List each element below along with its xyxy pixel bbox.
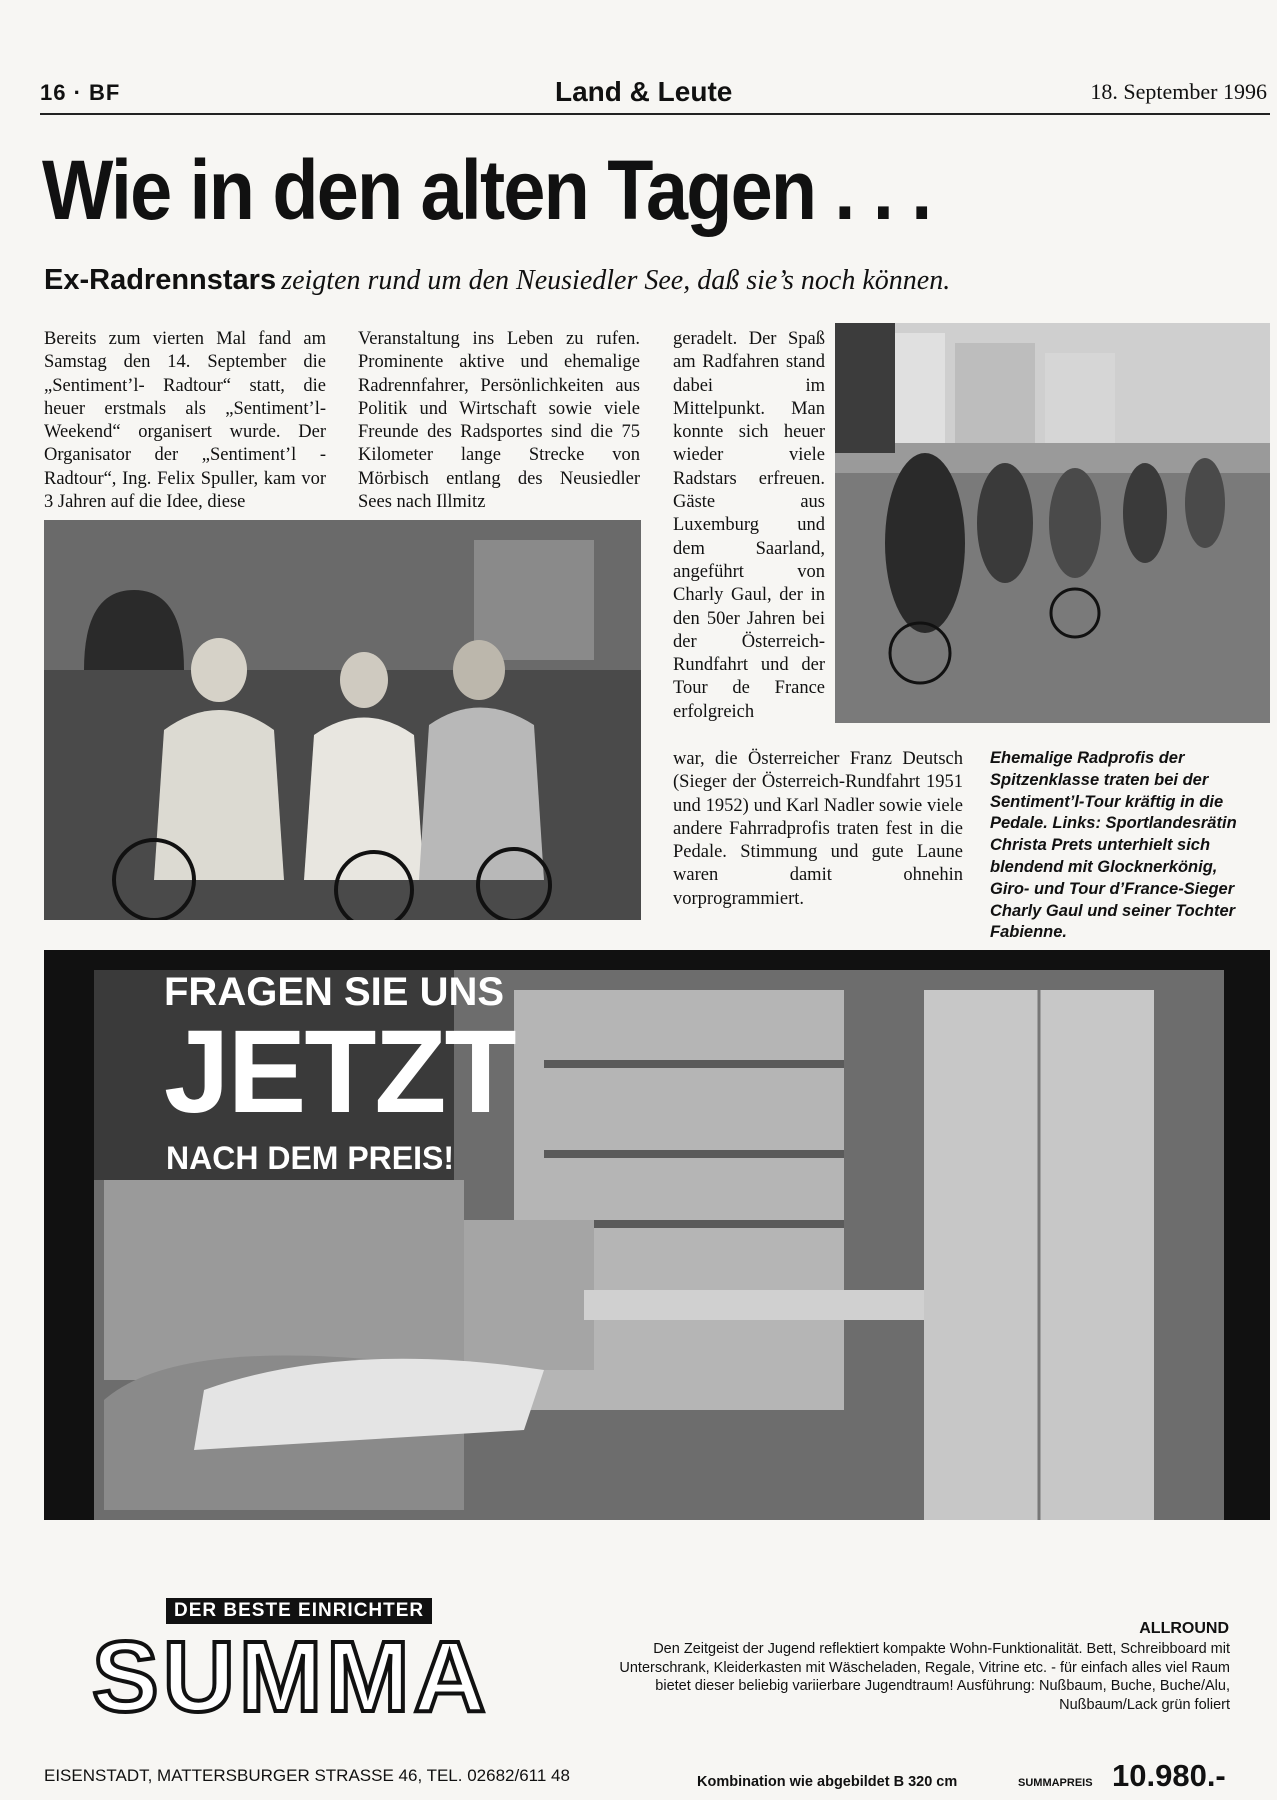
- ad-headline-line1: FRAGEN SIE UNS: [164, 970, 505, 1014]
- subheadline: [44, 264, 950, 297]
- summa-logo: SUMMA: [92, 1621, 490, 1733]
- price-label: SUMMAPREIS: [1018, 1777, 1093, 1789]
- article-column-3b: [673, 748, 963, 932]
- product-combo: Kombination wie abgebildet B 320 cm: [697, 1774, 958, 1790]
- article-column-1: [44, 328, 326, 514]
- peloton-street-photo: [835, 323, 1270, 723]
- cyclists-group-photo: [44, 520, 641, 920]
- article-text-3b: war, die Österreicher Franz Deutsch (Sieger der Österreich-Rundfahrt 1951 und 1952) und Karl Nadler sowie viele andere Fahrradprofis traten fest in die Pedale. Stimmung und gute Laune waren damit ohnehin vorprogrammiert.: [673, 749, 963, 909]
- product-title: ALLROUND: [1139, 1620, 1229, 1637]
- section-title: Land & Leute: [555, 76, 733, 107]
- subheadline-bold: Ex-Radrennstars: [44, 264, 277, 296]
- photo-illustration: [835, 323, 1270, 723]
- price-value: 10.980.-: [1112, 1758, 1226, 1793]
- ad-headline-line3: NACH DEM PREIS!: [166, 1140, 455, 1176]
- article-text-2: Veranstaltung ins Leben zu rufen. Prominente aktive und ehemalige Radrennfahrer, Persönlichkeiten aus Politik und Wirtschaft sowie viele Freunde des Radsportes sind die 75 Kilometer lange Strecke von Mörbisch entlang des Neusiedler Sees nach Illmitz: [358, 329, 640, 513]
- issue-date: 18. September 1996: [1090, 79, 1267, 104]
- article-text-1: Bereits zum vierten Mal fand am Samstag den 14. September die „Sentiment’l- Radtour“ statt, die heuer erstmals als „Sentiment’l-Weekend“ organisert wurde. Der Organisator der „Sentiment’l - Radtour“, Ing. Felix Spuller, kam vor 3 Jahren auf die Idee, diese: [44, 329, 326, 513]
- photo-illustration: [44, 520, 641, 920]
- product-description: Den Zeitgeist der Jugend reflektiert kompakte Wohn-Funktionalität. Bett, Schreibboard mit Unterschrank, Kleiderkasten mit Wäscheladen, Regale, Vitrine etc. - für einfach alles viel Raum bietet dieser beliebig variierbare Jugendtraum! Ausführung: Nußbaum, Buche, Buche/Alu, Nußbaum/Lack grün foliert: [619, 1641, 1230, 1713]
- article-column-2: [358, 328, 640, 514]
- photo-caption: Ehemalige Radprofis der Spitzenklasse traten bei der Sentiment’l-Tour kräftig in die Pedale. Links: Sportlandesrätin Christa Prets unterhielt sich blendend mit Glocknerkönig, Giro- und Tour d’France-Sieger Charly Gaul und seiner Tochter Fabienne.: [990, 749, 1237, 942]
- summa-advertisement: [44, 950, 1270, 1570]
- ad-tagline: DER BESTE EINRICHTER: [166, 1598, 432, 1624]
- subheadline-italic: zeigten rund um den Neusiedler See, daß sie’s noch können.: [281, 265, 951, 296]
- ad-headline-line2: JETZT: [164, 1006, 515, 1138]
- article-text-3a: geradelt. Der Spaß am Radfahren stand dabei im Mittelpunkt. Man konnte sich heuer wieder viele Radstars erfreuen. Gäste aus Luxemburg und dem Saarland, angeführt von Charly Gaul, der in den 50er Jahren bei der Österreich-Rundfahrt und der Tour de France erfolgreich: [673, 329, 825, 722]
- ad-address: EISENSTADT, MATTERSBURGER STRASSE 46, TEL. 02682/611 48: [44, 1766, 570, 1785]
- headline: Wie in den alten Tagen . . .: [42, 143, 931, 237]
- article-column-3a: [673, 328, 825, 748]
- header-rule: [40, 113, 1270, 115]
- page-number: 16 · BF: [40, 80, 121, 105]
